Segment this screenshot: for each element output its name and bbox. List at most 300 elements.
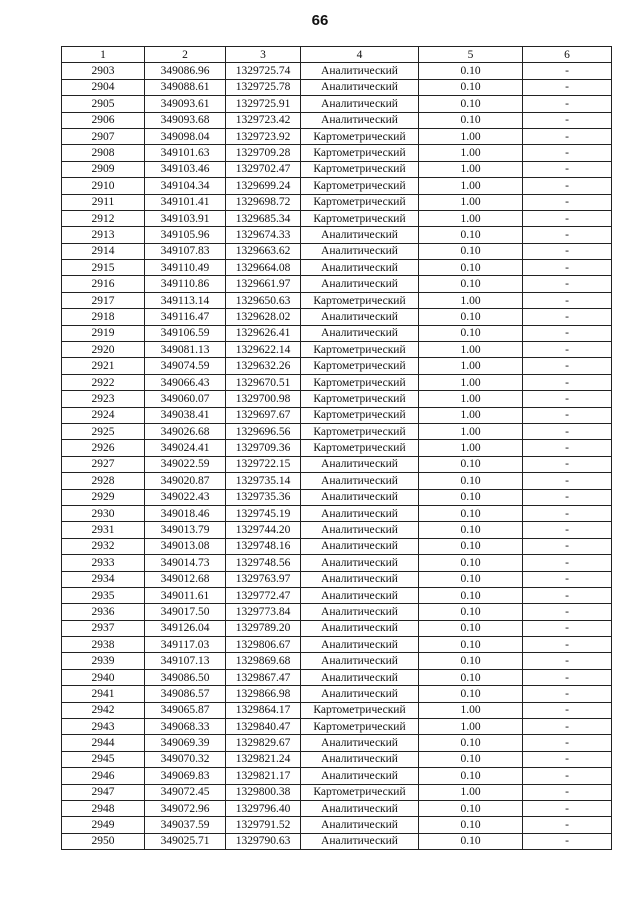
method-cell: Аналитический xyxy=(301,735,419,751)
description-cell: - xyxy=(523,817,612,833)
point-number-cell: 2933 xyxy=(62,555,145,571)
method-cell: Аналитический xyxy=(301,112,419,128)
y-coordinate-cell: 1329869.68 xyxy=(226,653,301,669)
description-cell: - xyxy=(523,178,612,194)
table-row xyxy=(62,292,612,308)
point-number-cell: 2936 xyxy=(62,604,145,620)
accuracy-cell: 1.00 xyxy=(419,440,523,456)
y-coordinate-cell: 1329702.47 xyxy=(226,161,301,177)
point-number-cell: 2930 xyxy=(62,505,145,521)
accuracy-cell: 0.10 xyxy=(419,587,523,603)
description-cell: - xyxy=(523,751,612,767)
description-cell: - xyxy=(523,63,612,79)
table-row xyxy=(62,735,612,751)
x-coordinate-cell: 349022.59 xyxy=(145,456,226,472)
y-coordinate-cell: 1329763.97 xyxy=(226,571,301,587)
accuracy-cell: 0.10 xyxy=(419,309,523,325)
y-coordinate-cell: 1329723.92 xyxy=(226,128,301,144)
description-cell: - xyxy=(523,260,612,276)
table-row xyxy=(62,210,612,226)
y-coordinate-cell: 1329725.91 xyxy=(226,96,301,112)
x-coordinate-cell: 349110.86 xyxy=(145,276,226,292)
y-coordinate-cell: 1329697.67 xyxy=(226,407,301,423)
table-row xyxy=(62,522,612,538)
accuracy-cell: 0.10 xyxy=(419,63,523,79)
description-cell: - xyxy=(523,768,612,784)
table-row xyxy=(62,128,612,144)
table-row xyxy=(62,391,612,407)
point-number-cell: 2942 xyxy=(62,702,145,718)
accuracy-cell: 0.10 xyxy=(419,276,523,292)
method-cell: Аналитический xyxy=(301,456,419,472)
table-row xyxy=(62,653,612,669)
point-number-cell: 2904 xyxy=(62,79,145,95)
point-number-cell: 2915 xyxy=(62,260,145,276)
description-cell: - xyxy=(523,587,612,603)
accuracy-cell: 0.10 xyxy=(419,620,523,636)
table-row xyxy=(62,669,612,685)
x-coordinate-cell: 349107.83 xyxy=(145,243,226,259)
method-cell: Аналитический xyxy=(301,637,419,653)
x-coordinate-cell: 349106.59 xyxy=(145,325,226,341)
x-coordinate-cell: 349069.39 xyxy=(145,735,226,751)
description-cell: - xyxy=(523,358,612,374)
description-cell: - xyxy=(523,325,612,341)
y-coordinate-cell: 1329664.08 xyxy=(226,260,301,276)
page-number: 66 xyxy=(311,12,329,29)
header-row xyxy=(62,47,612,63)
x-coordinate-cell: 349072.96 xyxy=(145,800,226,816)
accuracy-cell: 1.00 xyxy=(419,358,523,374)
table-row xyxy=(62,473,612,489)
accuracy-cell: 0.10 xyxy=(419,800,523,816)
x-coordinate-cell: 349086.96 xyxy=(145,63,226,79)
table-row xyxy=(62,604,612,620)
method-cell: Картометрический xyxy=(301,719,419,735)
x-coordinate-cell: 349072.45 xyxy=(145,784,226,800)
method-cell: Аналитический xyxy=(301,473,419,489)
accuracy-cell: 1.00 xyxy=(419,342,523,358)
accuracy-cell: 0.10 xyxy=(419,325,523,341)
y-coordinate-cell: 1329800.38 xyxy=(226,784,301,800)
description-cell: - xyxy=(523,489,612,505)
description-cell: - xyxy=(523,276,612,292)
y-coordinate-cell: 1329866.98 xyxy=(226,686,301,702)
x-coordinate-cell: 349088.61 xyxy=(145,79,226,95)
table-body xyxy=(62,63,612,850)
table-row xyxy=(62,719,612,735)
y-coordinate-cell: 1329789.20 xyxy=(226,620,301,636)
accuracy-cell: 1.00 xyxy=(419,128,523,144)
method-cell: Картометрический xyxy=(301,407,419,423)
method-cell: Аналитический xyxy=(301,800,419,816)
y-coordinate-cell: 1329632.26 xyxy=(226,358,301,374)
method-cell: Картометрический xyxy=(301,292,419,308)
method-cell: Аналитический xyxy=(301,538,419,554)
table-row xyxy=(62,243,612,259)
x-coordinate-cell: 349103.91 xyxy=(145,210,226,226)
table-row xyxy=(62,423,612,439)
method-cell: Аналитический xyxy=(301,571,419,587)
point-number-cell: 2909 xyxy=(62,161,145,177)
column-header: 5 xyxy=(419,47,523,63)
accuracy-cell: 0.10 xyxy=(419,505,523,521)
description-cell: - xyxy=(523,702,612,718)
x-coordinate-cell: 349013.08 xyxy=(145,538,226,554)
y-coordinate-cell: 1329674.33 xyxy=(226,227,301,243)
y-coordinate-cell: 1329840.47 xyxy=(226,719,301,735)
accuracy-cell: 1.00 xyxy=(419,145,523,161)
point-number-cell: 2944 xyxy=(62,735,145,751)
method-cell: Аналитический xyxy=(301,276,419,292)
accuracy-cell: 0.10 xyxy=(419,604,523,620)
method-cell: Аналитический xyxy=(301,522,419,538)
accuracy-cell: 0.10 xyxy=(419,489,523,505)
table-row xyxy=(62,620,612,636)
table-row xyxy=(62,751,612,767)
x-coordinate-cell: 349107.13 xyxy=(145,653,226,669)
description-cell: - xyxy=(523,620,612,636)
y-coordinate-cell: 1329829.67 xyxy=(226,735,301,751)
point-number-cell: 2910 xyxy=(62,178,145,194)
y-coordinate-cell: 1329772.47 xyxy=(226,587,301,603)
point-number-cell: 2932 xyxy=(62,538,145,554)
point-number-cell: 2916 xyxy=(62,276,145,292)
method-cell: Аналитический xyxy=(301,325,419,341)
accuracy-cell: 0.10 xyxy=(419,473,523,489)
x-coordinate-cell: 349017.50 xyxy=(145,604,226,620)
y-coordinate-cell: 1329663.62 xyxy=(226,243,301,259)
method-cell: Аналитический xyxy=(301,555,419,571)
point-number-cell: 2920 xyxy=(62,342,145,358)
point-number-cell: 2919 xyxy=(62,325,145,341)
y-coordinate-cell: 1329864.17 xyxy=(226,702,301,718)
y-coordinate-cell: 1329745.19 xyxy=(226,505,301,521)
table-row xyxy=(62,96,612,112)
point-number-cell: 2923 xyxy=(62,391,145,407)
point-number-cell: 2928 xyxy=(62,473,145,489)
description-cell: - xyxy=(523,374,612,390)
description-cell: - xyxy=(523,784,612,800)
accuracy-cell: 1.00 xyxy=(419,702,523,718)
point-number-cell: 2950 xyxy=(62,833,145,849)
x-coordinate-cell: 349025.71 xyxy=(145,833,226,849)
description-cell: - xyxy=(523,604,612,620)
method-cell: Аналитический xyxy=(301,587,419,603)
y-coordinate-cell: 1329709.36 xyxy=(226,440,301,456)
x-coordinate-cell: 349020.87 xyxy=(145,473,226,489)
x-coordinate-cell: 349086.50 xyxy=(145,669,226,685)
x-coordinate-cell: 349011.61 xyxy=(145,587,226,603)
table-row xyxy=(62,489,612,505)
point-number-cell: 2917 xyxy=(62,292,145,308)
method-cell: Аналитический xyxy=(301,686,419,702)
table-row xyxy=(62,79,612,95)
table-row xyxy=(62,178,612,194)
x-coordinate-cell: 349065.87 xyxy=(145,702,226,718)
accuracy-cell: 0.10 xyxy=(419,817,523,833)
description-cell: - xyxy=(523,243,612,259)
method-cell: Аналитический xyxy=(301,751,419,767)
accuracy-cell: 0.10 xyxy=(419,571,523,587)
description-cell: - xyxy=(523,161,612,177)
accuracy-cell: 0.10 xyxy=(419,768,523,784)
x-coordinate-cell: 349117.03 xyxy=(145,637,226,653)
accuracy-cell: 0.10 xyxy=(419,522,523,538)
point-number-cell: 2943 xyxy=(62,719,145,735)
point-number-cell: 2929 xyxy=(62,489,145,505)
description-cell: - xyxy=(523,686,612,702)
point-number-cell: 2931 xyxy=(62,522,145,538)
y-coordinate-cell: 1329735.36 xyxy=(226,489,301,505)
y-coordinate-cell: 1329806.67 xyxy=(226,637,301,653)
description-cell: - xyxy=(523,79,612,95)
description-cell: - xyxy=(523,522,612,538)
x-coordinate-cell: 349066.43 xyxy=(145,374,226,390)
method-cell: Картометрический xyxy=(301,702,419,718)
x-coordinate-cell: 349086.57 xyxy=(145,686,226,702)
y-coordinate-cell: 1329791.52 xyxy=(226,817,301,833)
table-row xyxy=(62,342,612,358)
x-coordinate-cell: 349081.13 xyxy=(145,342,226,358)
accuracy-cell: 1.00 xyxy=(419,423,523,439)
y-coordinate-cell: 1329748.56 xyxy=(226,555,301,571)
method-cell: Аналитический xyxy=(301,63,419,79)
table-row xyxy=(62,784,612,800)
description-cell: - xyxy=(523,194,612,210)
x-coordinate-cell: 349013.79 xyxy=(145,522,226,538)
table-row xyxy=(62,571,612,587)
accuracy-cell: 0.10 xyxy=(419,751,523,767)
point-number-cell: 2921 xyxy=(62,358,145,374)
x-coordinate-cell: 349070.32 xyxy=(145,751,226,767)
description-cell: - xyxy=(523,440,612,456)
table-row xyxy=(62,587,612,603)
table-row xyxy=(62,374,612,390)
accuracy-cell: 0.10 xyxy=(419,112,523,128)
point-number-cell: 2946 xyxy=(62,768,145,784)
description-cell: - xyxy=(523,505,612,521)
description-cell: - xyxy=(523,423,612,439)
table-row xyxy=(62,505,612,521)
x-coordinate-cell: 349014.73 xyxy=(145,555,226,571)
point-number-cell: 2935 xyxy=(62,587,145,603)
table-row xyxy=(62,686,612,702)
x-coordinate-cell: 349038.41 xyxy=(145,407,226,423)
method-cell: Аналитический xyxy=(301,96,419,112)
description-cell: - xyxy=(523,653,612,669)
accuracy-cell: 1.00 xyxy=(419,784,523,800)
description-cell: - xyxy=(523,571,612,587)
method-cell: Аналитический xyxy=(301,669,419,685)
x-coordinate-cell: 349018.46 xyxy=(145,505,226,521)
accuracy-cell: 1.00 xyxy=(419,161,523,177)
y-coordinate-cell: 1329748.16 xyxy=(226,538,301,554)
description-cell: - xyxy=(523,719,612,735)
accuracy-cell: 0.10 xyxy=(419,735,523,751)
y-coordinate-cell: 1329821.17 xyxy=(226,768,301,784)
accuracy-cell: 0.10 xyxy=(419,637,523,653)
table-row xyxy=(62,440,612,456)
column-header: 3 xyxy=(226,47,301,63)
method-cell: Аналитический xyxy=(301,604,419,620)
x-coordinate-cell: 349101.41 xyxy=(145,194,226,210)
accuracy-cell: 1.00 xyxy=(419,391,523,407)
point-number-cell: 2908 xyxy=(62,145,145,161)
y-coordinate-cell: 1329735.14 xyxy=(226,473,301,489)
coordinates-table xyxy=(61,46,612,850)
point-number-cell: 2927 xyxy=(62,456,145,472)
description-cell: - xyxy=(523,800,612,816)
column-header: 2 xyxy=(145,47,226,63)
x-coordinate-cell: 349037.59 xyxy=(145,817,226,833)
accuracy-cell: 0.10 xyxy=(419,243,523,259)
x-coordinate-cell: 349069.83 xyxy=(145,768,226,784)
point-number-cell: 2905 xyxy=(62,96,145,112)
y-coordinate-cell: 1329722.15 xyxy=(226,456,301,472)
method-cell: Аналитический xyxy=(301,817,419,833)
table-row xyxy=(62,702,612,718)
accuracy-cell: 0.10 xyxy=(419,260,523,276)
table-row xyxy=(62,161,612,177)
x-coordinate-cell: 349101.63 xyxy=(145,145,226,161)
description-cell: - xyxy=(523,456,612,472)
point-number-cell: 2912 xyxy=(62,210,145,226)
table-row xyxy=(62,227,612,243)
accuracy-cell: 1.00 xyxy=(419,194,523,210)
point-number-cell: 2938 xyxy=(62,637,145,653)
column-header: 6 xyxy=(523,47,612,63)
method-cell: Аналитический xyxy=(301,620,419,636)
description-cell: - xyxy=(523,210,612,226)
accuracy-cell: 0.10 xyxy=(419,653,523,669)
y-coordinate-cell: 1329698.72 xyxy=(226,194,301,210)
point-number-cell: 2934 xyxy=(62,571,145,587)
y-coordinate-cell: 1329867.47 xyxy=(226,669,301,685)
column-header: 4 xyxy=(301,47,419,63)
table-row xyxy=(62,358,612,374)
point-number-cell: 2913 xyxy=(62,227,145,243)
method-cell: Картометрический xyxy=(301,784,419,800)
point-number-cell: 2937 xyxy=(62,620,145,636)
accuracy-cell: 1.00 xyxy=(419,210,523,226)
table-row xyxy=(62,538,612,554)
y-coordinate-cell: 1329723.42 xyxy=(226,112,301,128)
description-cell: - xyxy=(523,96,612,112)
method-cell: Аналитический xyxy=(301,79,419,95)
table-row xyxy=(62,145,612,161)
x-coordinate-cell: 349110.49 xyxy=(145,260,226,276)
y-coordinate-cell: 1329790.63 xyxy=(226,833,301,849)
x-coordinate-cell: 349105.96 xyxy=(145,227,226,243)
table-row xyxy=(62,768,612,784)
table-row xyxy=(62,407,612,423)
table-row xyxy=(62,637,612,653)
x-coordinate-cell: 349026.68 xyxy=(145,423,226,439)
method-cell: Картометрический xyxy=(301,374,419,390)
description-cell: - xyxy=(523,112,612,128)
y-coordinate-cell: 1329670.51 xyxy=(226,374,301,390)
description-cell: - xyxy=(523,391,612,407)
y-coordinate-cell: 1329650.63 xyxy=(226,292,301,308)
y-coordinate-cell: 1329696.56 xyxy=(226,423,301,439)
description-cell: - xyxy=(523,538,612,554)
method-cell: Картометрический xyxy=(301,161,419,177)
method-cell: Картометрический xyxy=(301,391,419,407)
y-coordinate-cell: 1329773.84 xyxy=(226,604,301,620)
y-coordinate-cell: 1329685.34 xyxy=(226,210,301,226)
accuracy-cell: 0.10 xyxy=(419,227,523,243)
table-row xyxy=(62,309,612,325)
method-cell: Аналитический xyxy=(301,309,419,325)
method-cell: Картометрический xyxy=(301,342,419,358)
method-cell: Аналитический xyxy=(301,227,419,243)
description-cell: - xyxy=(523,145,612,161)
point-number-cell: 2922 xyxy=(62,374,145,390)
accuracy-cell: 0.10 xyxy=(419,96,523,112)
x-coordinate-cell: 349024.41 xyxy=(145,440,226,456)
point-number-cell: 2914 xyxy=(62,243,145,259)
x-coordinate-cell: 349060.07 xyxy=(145,391,226,407)
y-coordinate-cell: 1329709.28 xyxy=(226,145,301,161)
y-coordinate-cell: 1329700.98 xyxy=(226,391,301,407)
y-coordinate-cell: 1329725.74 xyxy=(226,63,301,79)
method-cell: Картометрический xyxy=(301,178,419,194)
method-cell: Картометрический xyxy=(301,145,419,161)
method-cell: Аналитический xyxy=(301,653,419,669)
description-cell: - xyxy=(523,309,612,325)
point-number-cell: 2949 xyxy=(62,817,145,833)
y-coordinate-cell: 1329821.24 xyxy=(226,751,301,767)
accuracy-cell: 0.10 xyxy=(419,79,523,95)
description-cell: - xyxy=(523,407,612,423)
y-coordinate-cell: 1329628.02 xyxy=(226,309,301,325)
y-coordinate-cell: 1329744.20 xyxy=(226,522,301,538)
y-coordinate-cell: 1329725.78 xyxy=(226,79,301,95)
point-number-cell: 2903 xyxy=(62,63,145,79)
point-number-cell: 2939 xyxy=(62,653,145,669)
x-coordinate-cell: 349104.34 xyxy=(145,178,226,194)
description-cell: - xyxy=(523,227,612,243)
point-number-cell: 2925 xyxy=(62,423,145,439)
accuracy-cell: 0.10 xyxy=(419,833,523,849)
point-number-cell: 2918 xyxy=(62,309,145,325)
accuracy-cell: 0.10 xyxy=(419,669,523,685)
accuracy-cell: 0.10 xyxy=(419,686,523,702)
x-coordinate-cell: 349022.43 xyxy=(145,489,226,505)
point-number-cell: 2926 xyxy=(62,440,145,456)
method-cell: Картометрический xyxy=(301,440,419,456)
table-row xyxy=(62,817,612,833)
y-coordinate-cell: 1329622.14 xyxy=(226,342,301,358)
method-cell: Аналитический xyxy=(301,833,419,849)
x-coordinate-cell: 349116.47 xyxy=(145,309,226,325)
description-cell: - xyxy=(523,833,612,849)
y-coordinate-cell: 1329661.97 xyxy=(226,276,301,292)
point-number-cell: 2911 xyxy=(62,194,145,210)
table-row xyxy=(62,325,612,341)
table-row xyxy=(62,456,612,472)
y-coordinate-cell: 1329626.41 xyxy=(226,325,301,341)
description-cell: - xyxy=(523,637,612,653)
point-number-cell: 2941 xyxy=(62,686,145,702)
description-cell: - xyxy=(523,555,612,571)
x-coordinate-cell: 349103.46 xyxy=(145,161,226,177)
method-cell: Аналитический xyxy=(301,768,419,784)
method-cell: Аналитический xyxy=(301,505,419,521)
column-header: 1 xyxy=(62,47,145,63)
point-number-cell: 2948 xyxy=(62,800,145,816)
